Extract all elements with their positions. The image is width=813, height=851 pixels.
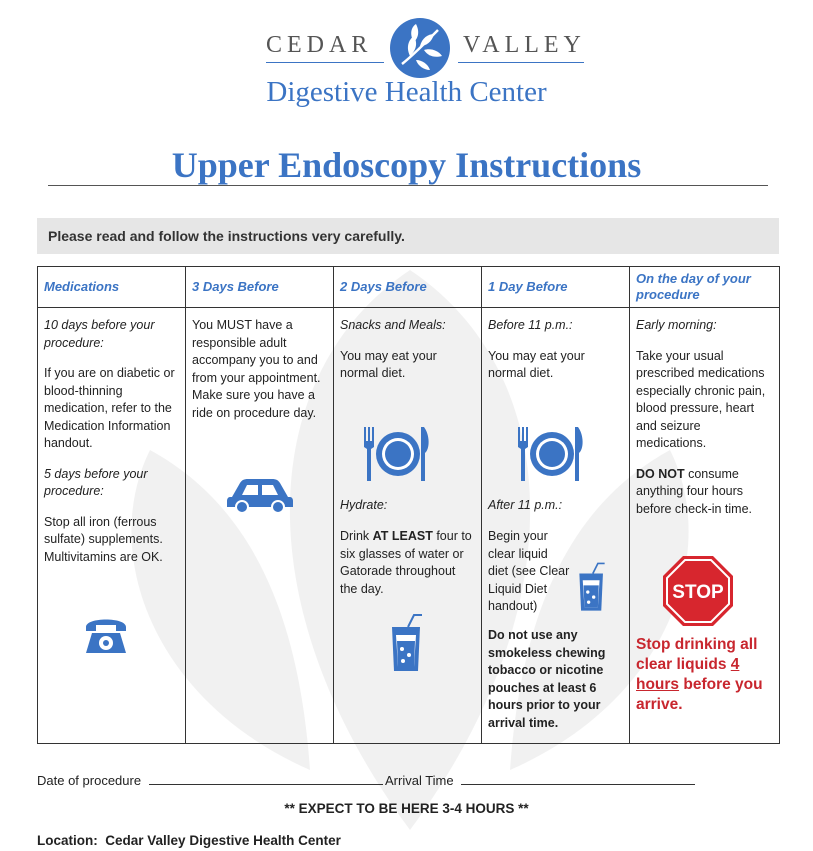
do-not-bold: DO NOT — [636, 466, 685, 481]
medications-text-5-days: Stop all iron (ferrous sulfate) supplements. Multivitamins are OK. — [44, 514, 163, 564]
procedure-day-label-morning: Early morning: — [636, 318, 717, 332]
hydrate-text-bold: AT LEAST — [372, 529, 433, 543]
two-days-text-hydrate — [340, 528, 475, 598]
location-line — [37, 833, 341, 848]
date-blank[interactable] — [149, 772, 383, 785]
header-medications: Medications — [38, 267, 186, 308]
arrival-label: Arrival Time — [385, 773, 454, 788]
location-value: Cedar Valley Digestive Health Center — [105, 833, 341, 848]
alert-text-post: before you arrive. — [636, 676, 763, 713]
procedure-date-field — [37, 772, 383, 788]
page-title: Upper Endoscopy Instructions — [171, 145, 642, 185]
hydrate-text-pre: Drink — [340, 529, 373, 543]
medications-label-10-days: 10 days before your procedure: — [44, 318, 155, 350]
tree-leaves-icon — [388, 16, 452, 80]
stop-drinking-alert — [636, 635, 773, 715]
telephone-icon — [82, 613, 130, 657]
two-days-text-snacks: You may eat your normal diet. — [340, 348, 437, 380]
one-day-label-after-11: After 11 p.m.: — [488, 498, 563, 512]
two-days-cell — [334, 308, 482, 744]
three-days-text: You MUST have a responsible adult accompany you to and from your appointment. Make sure you have a ride on procedure day. — [192, 318, 321, 420]
medications-text-10-days: If you are on diabetic or blood-thinning medication, refer to the Medication Information handout. — [44, 366, 175, 450]
instructions-table — [37, 266, 780, 744]
expect-duration-note: ** EXPECT TO BE HERE 3-4 HOURS ** — [284, 801, 529, 816]
procedure-day-cell — [630, 308, 780, 744]
arrival-time-field — [385, 772, 695, 788]
procedure-day-text-morning: Take your usual prescribed medications especially chronic pain, blood pressure, heart and seizure medications. — [636, 348, 766, 450]
date-label: Date of procedure — [37, 773, 142, 788]
medications-label-5-days: 5 days before your procedure: — [44, 466, 148, 498]
logo-rule-left — [266, 62, 384, 63]
header-2-days-before: 2 Days Before — [334, 267, 482, 308]
location-label: Location: — [37, 833, 98, 848]
two-days-label-hydrate: Hydrate: — [340, 498, 388, 512]
do-not-text: consume anything four hours before check-in time. — [636, 466, 753, 516]
header-3-days-before: 3 Days Before — [186, 267, 334, 308]
arrival-blank[interactable] — [461, 772, 695, 785]
hydrate-text-post: four to six glasses of water or Gatorade throughout the day. — [340, 529, 472, 596]
logo-rule-right — [458, 62, 584, 63]
logo-right-word: VALLEY — [463, 32, 586, 58]
one-day-tobacco-warning: Do not use any smokeless chewing tobacco or nicotine pouches at least 6 hours prior to your arrival time. — [488, 628, 606, 730]
plate-icon — [362, 425, 432, 483]
stop-sign-text: STOP — [672, 582, 724, 603]
one-day-label-before-11: Before 11 p.m.: — [488, 318, 573, 332]
instruction-banner: Please read and follow the instructions very carefully. — [37, 218, 779, 254]
three-days-cell — [186, 308, 334, 744]
header-1-day-before: 1 Day Before — [482, 267, 630, 308]
title-divider — [48, 185, 768, 186]
stop-sign-icon — [662, 555, 734, 627]
logo — [0, 28, 813, 64]
logo-left-word: CEDAR — [266, 32, 373, 58]
two-days-label-snacks: Snacks and Meals: — [340, 318, 446, 332]
drink-icon — [576, 557, 608, 617]
drink-icon — [388, 613, 426, 673]
procedure-day-do-not — [636, 466, 773, 519]
header-procedure-day: On the day of your procedure — [630, 267, 780, 308]
one-day-text-after-11: Begin your clear liquid diet (see Clear Liquid Diet handout) — [488, 529, 570, 613]
plate-icon — [516, 425, 586, 483]
one-day-text-before-11: You may eat your normal diet. — [488, 348, 585, 380]
alert-text-underlined: 4 hours — [636, 656, 740, 693]
logo-subtitle: Digestive Health Center — [266, 76, 547, 108]
medications-cell — [38, 308, 186, 744]
alert-text-pre: Stop drinking all clear liquids — [636, 636, 758, 673]
car-icon — [226, 477, 294, 515]
one-day-cell — [482, 308, 630, 744]
